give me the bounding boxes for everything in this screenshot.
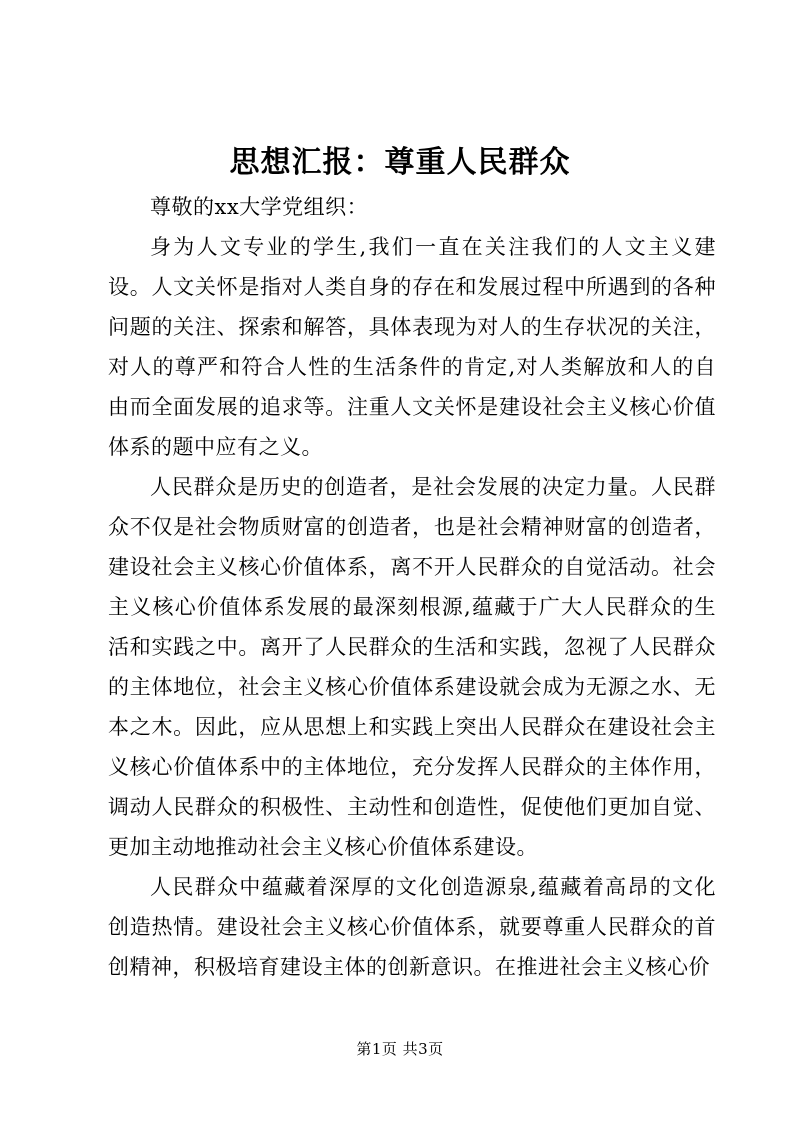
- paragraph: 人民群众中蕴藏着深厚的文化创造源泉,蕴藏着高昂的文化创造热情。建设社会主义核心价值体系，就要尊重人民群众的首创精神，积极培育建设主体的创新意识。在推进社会主义核心价: [108, 875, 716, 979]
- paragraph: 身为人文专业的学生,我们一直在关注我们的人文主义建设。人文关怀是指对人类自身的存在和发展过程中所遇到的各种问题的关注、探索和解答，具体表现为对人的生存状况的关注，对人的尊严和符合人性的生活条件的肯定,对人类解放和人的自由而全面发展的追求等。注重人文关怀是建设社会主义核心价值体系的题中应有之义。: [108, 235, 716, 459]
- document-title: 思想汇报：尊重人民群众: [229, 145, 571, 180]
- salutation: 尊敬的xx大学党组织：: [150, 195, 369, 219]
- paragraph: 人民群众是历史的创造者，是社会发展的决定力量。人民群众不仅是社会物质财富的创造者，也是社会精神财富的创造者，建设社会主义核心价值体系，离不开人民群众的自觉活动。社会主义核心价值体系发展的最深刻根源,蕴藏于广大人民群众的生活和实践之中。离开了人民群众的生活和实践，忽视了人民群众的主体地位，社会主义核心价值体系建设就会成为无源之水、无本之木。因此，应从思想上和实践上突出人民群众在建设社会主义核心价值体系中的主体地位，充分发挥人民群众的主体作用，调动人民群众的积极性、主动性和创造性，促使他们更加自觉、更加主动地推动社会主义核心价值体系建设。: [108, 475, 716, 859]
- page-number-footer: 第1页 共3页: [356, 1040, 444, 1058]
- document-body: [108, 187, 716, 987]
